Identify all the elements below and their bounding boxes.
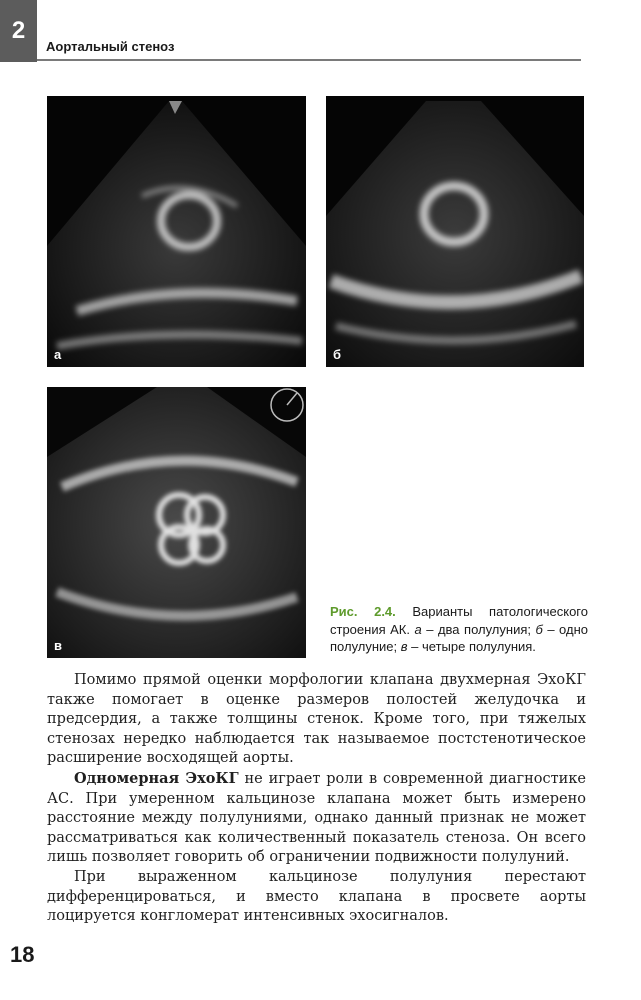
figure-caption (330, 603, 588, 656)
figure-a-letter: а (54, 347, 62, 362)
figure-a-echo-image (47, 96, 306, 367)
header-rule (37, 59, 581, 61)
figure-b-letter: б (333, 347, 342, 362)
paragraph-1: Помимо прямой оценки морфологии клапана двухмерная ЭхоКГ также помогает в оценке размеров полостей желудочка и предсердия, а также толщины стенок. Кроме того, при тяжелых стенозах нередко наблюдается так называемое постстенотическое расширение восходящей аорты. (47, 672, 586, 767)
figure-reference: Рис. 2.4. (330, 604, 396, 619)
figure-c-letter: в (54, 638, 62, 653)
caption-letter-c: в (400, 639, 408, 654)
figure-b-echo-image (326, 96, 584, 367)
caption-text: Варианты патологического строения АК. (330, 604, 588, 637)
chapter-number-tab: 2 (0, 0, 37, 62)
figure-c-echo-image (47, 387, 306, 658)
paragraph-2-term: Одномерная ЭхоКГ (74, 769, 239, 787)
paragraph-3: При выраженном кальцинозе полулуния перестают дифференцироваться, и вместо клапана в просвете аорты лоцируется конгломерат интенсивных эхосигналов. (47, 868, 586, 925)
caption-letter-a: а (414, 621, 422, 637)
body-text (47, 671, 586, 927)
caption-letter-b: б (535, 621, 543, 637)
paragraph-2-text: не играет роли в современной диагностике АС. При умеренном кальцинозе клапана может быть измерено расстояние между полулуниями, однако данный признак не может рассматриваться как количественный показатель стеноза. Он всего лишь позволяет говорить об ограничении подвижности полулуний. (47, 770, 586, 866)
caption-b-text: – одно полулуние; (330, 621, 588, 654)
caption-c-text: – четыре полулуния. (407, 639, 536, 654)
running-title: Аортальный стеноз (46, 39, 175, 54)
page-number: 18 (10, 942, 35, 967)
paragraph-2 (47, 769, 586, 868)
caption-a-text: – два полулуния; (421, 621, 536, 637)
